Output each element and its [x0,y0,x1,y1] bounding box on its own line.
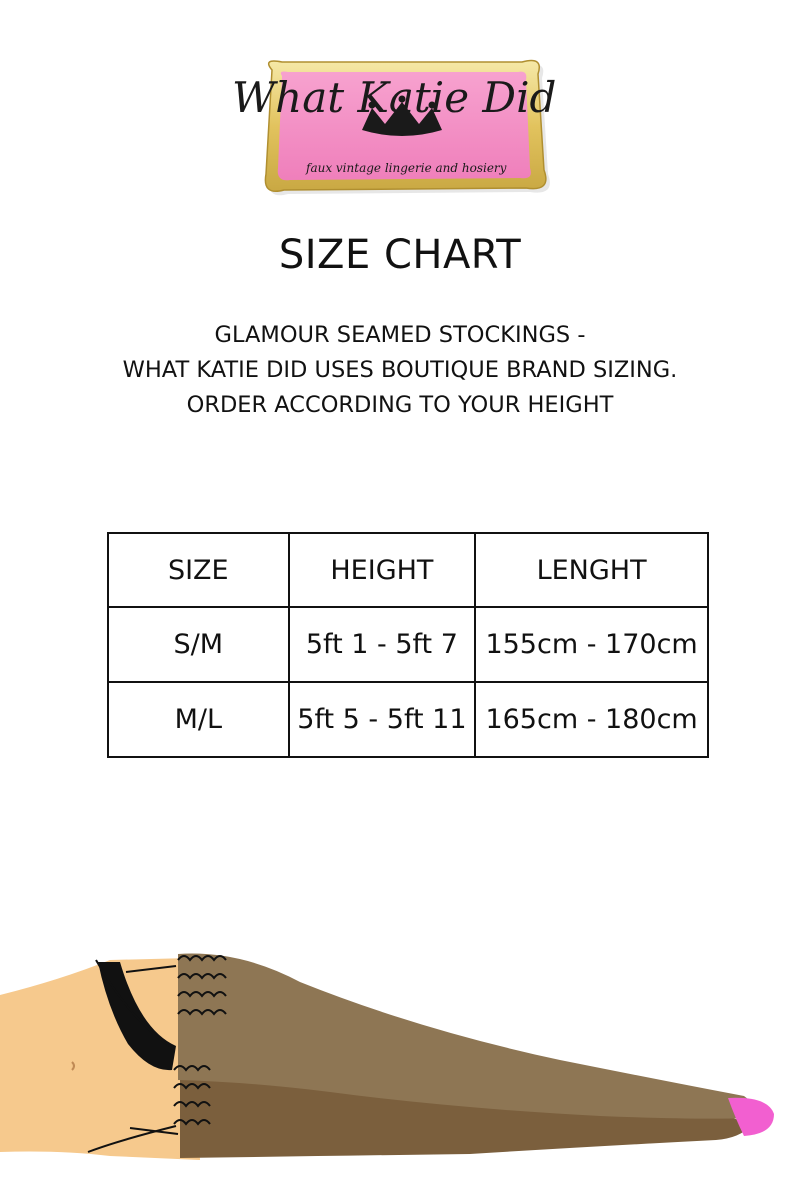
header-height: HEIGHT [289,533,476,607]
brand-tagline: faux vintage lingerie and hosiery [306,161,507,175]
table-header-row [108,533,708,607]
table-row [108,607,708,682]
cell-size: S/M [108,607,289,682]
page-subtitle [0,318,800,423]
legs-image [0,920,800,1200]
brand-logo [222,50,584,200]
page-title: SIZE CHART [278,232,522,278]
cell-length: 165cm - 180cm [475,682,708,757]
logo-plaque [222,50,584,200]
cell-height: 5ft 5 - 5ft 11 [289,682,476,757]
stockings-illustration [0,920,800,1200]
cell-height: 5ft 1 - 5ft 7 [289,607,476,682]
subtitle-line-1: GLAMOUR SEAMED STOCKINGS - [214,322,586,348]
cell-size: M/L [108,682,289,757]
subtitle-line-3: ORDER ACCORDING TO YOUR HEIGHT [186,392,614,418]
subtitle-line-2: WHAT KATIE DID USES BOUTIQUE BRAND SIZING. [122,357,678,383]
cell-length: 155cm - 170cm [475,607,708,682]
brand-name: What Katie Did [232,73,557,122]
header-length: LENGHT [475,533,708,607]
size-table [107,532,709,758]
table-row [108,682,708,757]
header-size: SIZE [108,533,289,607]
